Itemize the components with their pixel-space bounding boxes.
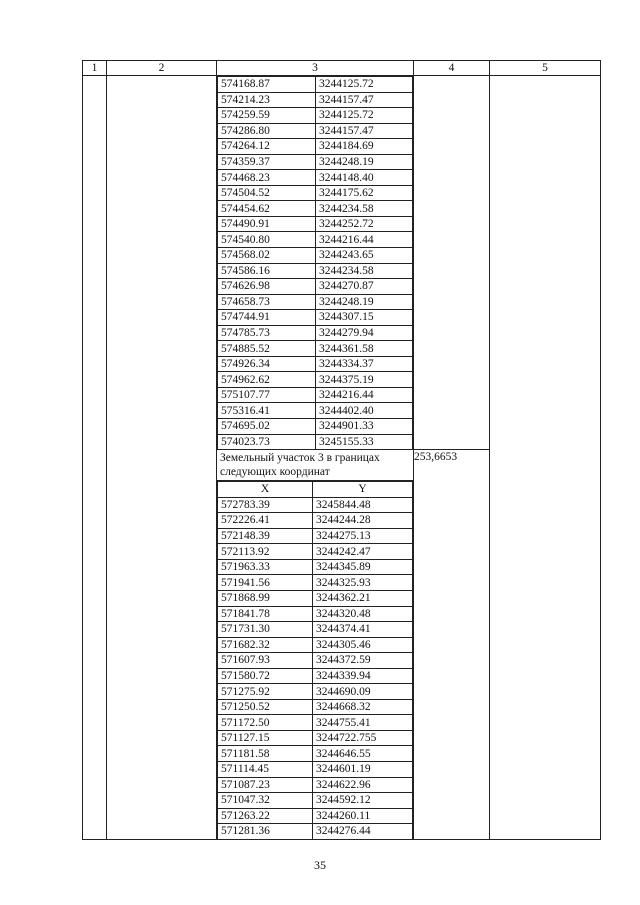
- x-coordinate: 574168.87: [218, 77, 316, 93]
- x-coordinate: 575316.41: [218, 403, 316, 419]
- coordinate-row: [218, 294, 413, 310]
- x-coordinate: 574504.52: [218, 185, 316, 201]
- y-coordinate: 3244690.09: [313, 684, 413, 700]
- y-coordinate: 3244234.58: [316, 201, 413, 217]
- coordinate-row: [218, 201, 413, 217]
- x-coordinate: 574658.73: [218, 294, 316, 310]
- x-coordinate: 571250.52: [218, 699, 313, 715]
- y-coordinate: 3244234.58: [316, 263, 413, 279]
- x-coordinate: 574259.59: [218, 108, 316, 124]
- block1-coordinate-list: [217, 76, 413, 449]
- y-coordinate: 3244755.41: [313, 715, 413, 731]
- block1-area-cell: [414, 76, 490, 450]
- y-coordinate: 3244216.44: [316, 232, 413, 248]
- y-coordinate: 3244242.47: [313, 544, 413, 560]
- coordinate-row: [218, 123, 413, 139]
- x-coordinate: 574023.73: [218, 434, 316, 449]
- x-coordinate: 574962.62: [218, 372, 316, 388]
- x-coordinate: 574926.34: [218, 356, 316, 372]
- coordinate-row: [218, 403, 413, 419]
- x-coordinate: 571263.22: [218, 808, 313, 824]
- x-coordinate: 571047.32: [218, 793, 313, 809]
- page-number: 35: [314, 858, 326, 872]
- coordinate-row: [218, 761, 413, 777]
- y-coordinate: 3244276.44: [313, 824, 413, 839]
- y-coordinate: 3244125.72: [316, 108, 413, 124]
- block2-column-header-row: [218, 482, 413, 498]
- coordinate-row: [218, 606, 413, 622]
- x-coordinate: 574586.16: [218, 263, 316, 279]
- block2-coordinates-cell: [217, 450, 414, 840]
- y-coordinate: 3244248.19: [316, 294, 413, 310]
- coordinate-row: [218, 699, 413, 715]
- coordinate-row: [218, 497, 413, 513]
- y-coordinate: 3244901.33: [316, 419, 413, 435]
- y-coordinate: 3244320.48: [313, 606, 413, 622]
- y-coordinate: 3244345.89: [313, 559, 413, 575]
- x-coordinate: 575107.77: [218, 387, 316, 403]
- header-col-4: 4: [414, 61, 490, 76]
- x-coordinate: 572226.41: [218, 513, 313, 529]
- x-coordinate: 574468.23: [218, 170, 316, 186]
- x-coordinate: 571682.32: [218, 637, 313, 653]
- header-col-1: 1: [83, 61, 107, 76]
- coordinate-row: [218, 216, 413, 232]
- y-coordinate: 3244361.58: [316, 341, 413, 357]
- header-col-5: 5: [490, 61, 601, 76]
- coordinate-row: [218, 325, 413, 341]
- y-coordinate: 3244275.13: [313, 528, 413, 544]
- coordinate-row: [218, 108, 413, 124]
- x-coordinate: 571114.45: [218, 761, 313, 777]
- column-x-header: X: [218, 482, 313, 498]
- coordinate-row: [218, 419, 413, 435]
- x-coordinate: 572113.92: [218, 544, 313, 560]
- coordinate-row: [218, 808, 413, 824]
- block1-coordinates-cell: [217, 76, 414, 450]
- y-coordinate: 3244722.755: [313, 730, 413, 746]
- x-coordinate: 571731.30: [218, 622, 313, 638]
- x-coordinate: 574885.52: [218, 341, 316, 357]
- coordinate-row: [218, 77, 413, 93]
- x-coordinate: 574214.23: [218, 92, 316, 108]
- y-coordinate: 3244243.65: [316, 248, 413, 264]
- col-5-cell: [490, 76, 601, 840]
- y-coordinate: 3244175.62: [316, 185, 413, 201]
- y-coordinate: 3244270.87: [316, 279, 413, 295]
- coordinate-row: [218, 544, 413, 560]
- coordinate-row: [218, 232, 413, 248]
- header-col-3: 3: [217, 61, 414, 76]
- y-coordinate: 3244668.32: [313, 699, 413, 715]
- x-coordinate: 574626.98: [218, 279, 316, 295]
- coordinate-row: [218, 668, 413, 684]
- coordinate-row: [218, 559, 413, 575]
- y-coordinate: 3244307.15: [316, 310, 413, 326]
- coordinate-row: [218, 356, 413, 372]
- y-coordinate: 3244375.19: [316, 372, 413, 388]
- x-coordinate: 571087.23: [218, 777, 313, 793]
- x-coordinate: 574359.37: [218, 154, 316, 170]
- y-coordinate: 3244279.94: [316, 325, 413, 341]
- plot-area-value: 253,6653: [414, 450, 490, 840]
- x-coordinate: 571275.92: [218, 684, 313, 700]
- x-coordinate: 572148.39: [218, 528, 313, 544]
- y-coordinate: 3244646.55: [313, 746, 413, 762]
- y-coordinate: 3244305.46: [313, 637, 413, 653]
- coordinate-row: [218, 310, 413, 326]
- coordinate-row: [218, 684, 413, 700]
- y-coordinate: 3244592.12: [313, 793, 413, 809]
- y-coordinate: 3244244.28: [313, 513, 413, 529]
- coordinate-row: [218, 263, 413, 279]
- coordinate-row: [218, 279, 413, 295]
- y-coordinate: 3244622.96: [313, 777, 413, 793]
- coordinate-row: [218, 637, 413, 653]
- x-coordinate: 574286.80: [218, 123, 316, 139]
- y-coordinate: 3244339.94: [313, 668, 413, 684]
- coordinate-row: [218, 341, 413, 357]
- y-coordinate: 3244372.59: [313, 653, 413, 669]
- y-coordinate: 3245844.48: [313, 497, 413, 513]
- y-coordinate: 3244125.72: [316, 77, 413, 93]
- x-coordinate: 574744.91: [218, 310, 316, 326]
- y-coordinate: 3244157.47: [316, 92, 413, 108]
- coordinate-row: [218, 777, 413, 793]
- x-coordinate: 574695.02: [218, 419, 316, 435]
- coordinate-row: [218, 575, 413, 591]
- x-coordinate: 571868.99: [218, 590, 313, 606]
- y-coordinate: 3244148.40: [316, 170, 413, 186]
- y-coordinate: 3244601.19: [313, 761, 413, 777]
- x-coordinate: 574568.02: [218, 248, 316, 264]
- y-coordinate: 3244374.41: [313, 622, 413, 638]
- coordinate-row: [218, 824, 413, 839]
- coordinate-row: [218, 715, 413, 731]
- coordinate-row: [218, 528, 413, 544]
- coordinates-table: [82, 60, 601, 840]
- x-coordinate: 571963.33: [218, 559, 313, 575]
- coordinate-row: [218, 92, 413, 108]
- coordinate-row: [218, 746, 413, 762]
- header-row: [83, 61, 601, 76]
- x-coordinate: 574264.12: [218, 139, 316, 155]
- y-coordinate: 3244325.93: [313, 575, 413, 591]
- coordinate-row: [218, 154, 413, 170]
- x-coordinate: 574540.80: [218, 232, 316, 248]
- y-coordinate: 3244252.72: [316, 216, 413, 232]
- column-y-header: Y: [313, 482, 413, 498]
- content-row-plot-block-1: [83, 76, 601, 450]
- x-coordinate: 571172.50: [218, 715, 313, 731]
- x-coordinate: 571841.78: [218, 606, 313, 622]
- x-coordinate: 571281.36: [218, 824, 313, 839]
- coordinate-row: [218, 622, 413, 638]
- coordinate-row: [218, 793, 413, 809]
- y-coordinate: 3244362.21: [313, 590, 413, 606]
- coordinate-row: [218, 513, 413, 529]
- x-coordinate: 571941.56: [218, 575, 313, 591]
- x-coordinate: 574785.73: [218, 325, 316, 341]
- y-coordinate: 3244184.69: [316, 139, 413, 155]
- coordinate-row: [218, 248, 413, 264]
- y-coordinate: 3244402.40: [316, 403, 413, 419]
- coordinate-row: [218, 170, 413, 186]
- coordinate-row: [218, 372, 413, 388]
- x-coordinate: 571181.58: [218, 746, 313, 762]
- coordinate-row: [218, 590, 413, 606]
- plot-caption: Земельный участок 3 в границах следующих координат: [217, 450, 413, 481]
- y-coordinate: 3244157.47: [316, 123, 413, 139]
- block2-coordinate-list: [217, 481, 413, 839]
- x-coordinate: 572783.39: [218, 497, 313, 513]
- coordinate-row: [218, 139, 413, 155]
- y-coordinate: 3244216.44: [316, 387, 413, 403]
- coordinates-table-container: [82, 60, 601, 840]
- col-2-cell: [107, 76, 217, 840]
- x-coordinate: 574454.62: [218, 201, 316, 217]
- coordinate-row: [218, 434, 413, 449]
- coordinate-row: [218, 185, 413, 201]
- coordinate-row: [218, 730, 413, 746]
- y-coordinate: 3245155.33: [316, 434, 413, 449]
- coordinate-row: [218, 653, 413, 669]
- coordinate-row: [218, 387, 413, 403]
- y-coordinate: 3244260.11: [313, 808, 413, 824]
- x-coordinate: 571607.93: [218, 653, 313, 669]
- y-coordinate: 3244248.19: [316, 154, 413, 170]
- y-coordinate: 3244334.37: [316, 356, 413, 372]
- header-col-2: 2: [107, 61, 217, 76]
- x-coordinate: 574490.91: [218, 216, 316, 232]
- x-coordinate: 571127.15: [218, 730, 313, 746]
- col-1-cell: [83, 76, 107, 840]
- x-coordinate: 571580.72: [218, 668, 313, 684]
